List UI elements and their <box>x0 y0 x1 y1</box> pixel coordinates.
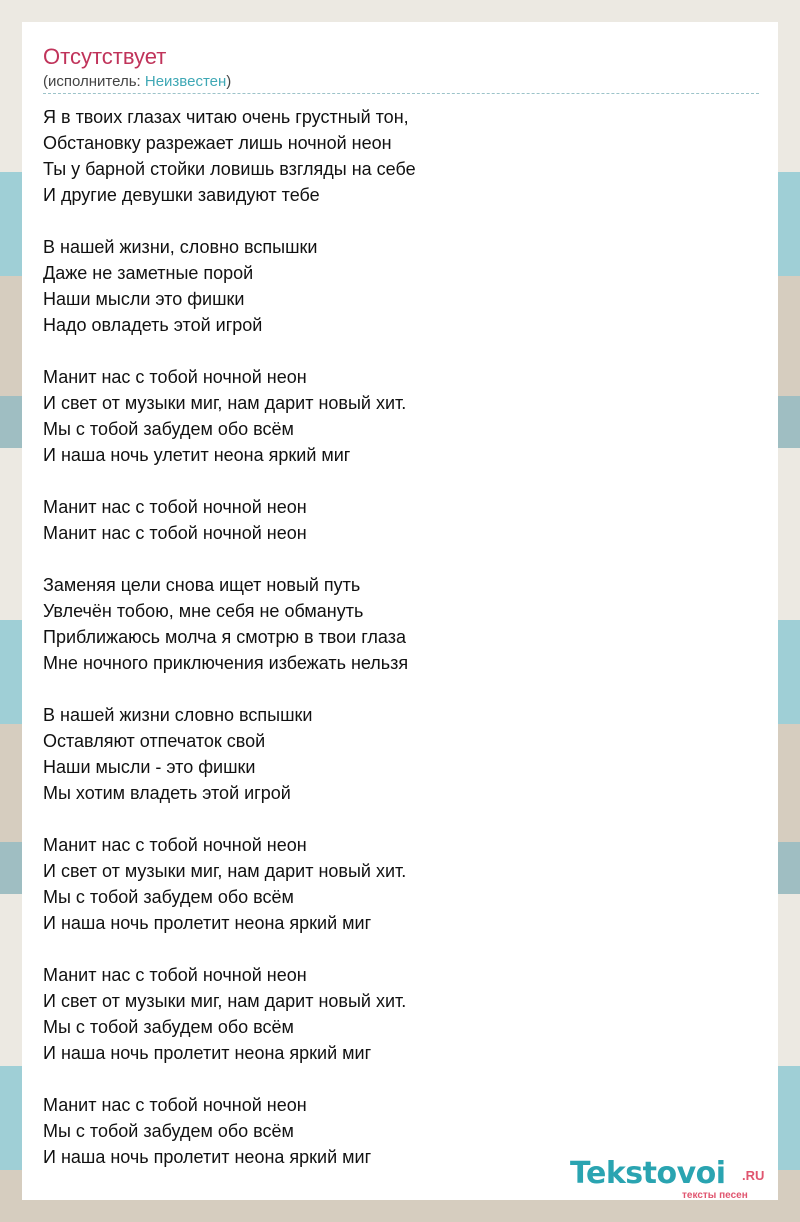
title-divider <box>43 93 759 94</box>
lyrics-line: Мы хотим владеть этой игрой <box>43 783 291 803</box>
lyrics-line: Надо овладеть этой игрой <box>43 315 263 335</box>
lyrics-line: И свет от музыки миг, нам дарит новый хит. <box>43 861 407 881</box>
lyrics-line: Манит нас с тобой ночной неон <box>43 497 307 517</box>
lyrics-line: Наши мысли - это фишки <box>43 757 256 777</box>
lyrics-stanza <box>43 104 759 208</box>
lyrics-line: Манит нас с тобой ночной неон <box>43 367 307 387</box>
lyrics-line: Обстановку разрежает лишь ночной неон <box>43 133 392 153</box>
lyrics-line: И наша ночь пролетит неона яркий миг <box>43 913 372 933</box>
logo-tagline: тексты песен <box>682 1190 748 1201</box>
lyrics-line: Я в твоих глазах читаю очень грустный тон, <box>43 107 409 127</box>
lyrics-line: И свет от музыки миг, нам дарит новый хит. <box>43 393 407 413</box>
lyrics-stanza <box>43 234 759 338</box>
lyrics-body <box>43 104 759 1196</box>
lyrics-line: Мы с тобой забудем обо всём <box>43 1017 294 1037</box>
lyrics-line: Заменяя цели снова ищет новый путь <box>43 575 361 595</box>
lyrics-line: В нашей жизни, словно вспышки <box>43 237 318 257</box>
song-title: Отсутствует <box>43 44 167 69</box>
artist-line <box>43 73 231 90</box>
lyrics-stanza <box>43 572 759 676</box>
lyrics-line: Увлечён тобою, мне себя не обмануть <box>43 601 364 621</box>
lyrics-line: Мне ночного приключения избежать нельзя <box>43 653 409 673</box>
lyrics-stanza <box>43 364 759 468</box>
artist-link[interactable]: Неизвестен <box>144 73 227 90</box>
lyrics-line: Манит нас с тобой ночной неон <box>43 1095 307 1115</box>
lyrics-line: Мы с тобой забудем обо всём <box>43 887 294 907</box>
lyrics-line: И наша ночь пролетит неона яркий миг <box>43 1043 372 1063</box>
lyrics-line: Ты у барной стойки ловишь взгляды на себе <box>43 159 416 179</box>
lyrics-line: Мы с тобой забудем обо всём <box>43 1121 294 1141</box>
lyrics-line: Манит нас с тобой ночной неон <box>43 835 307 855</box>
lyrics-stanza <box>43 702 759 806</box>
lyrics-line: Оставляют отпечаток свой <box>43 731 266 751</box>
lyrics-line: Наши мысли это фишки <box>43 289 245 309</box>
lyrics-line: И другие девушки завидуют тебе <box>43 185 320 205</box>
lyrics-stanza <box>43 962 759 1066</box>
tekstovoi-logo[interactable] <box>570 1156 780 1202</box>
lyrics-line: И наша ночь улетит неона яркий миг <box>43 445 351 465</box>
lyrics-line: Даже не заметные порой <box>43 263 254 283</box>
lyrics-stanza <box>43 494 759 546</box>
lyrics-line: Мы с тобой забудем обо всём <box>43 419 294 439</box>
lyrics-line: И наша ночь пролетит неона яркий миг <box>43 1147 372 1167</box>
artist-prefix: (исполнитель: <box>43 73 145 90</box>
lyrics-card <box>22 22 778 1200</box>
artist-suffix: ) <box>226 73 232 90</box>
lyrics-line: Манит нас с тобой ночной неон <box>43 523 307 543</box>
lyrics-line: Манит нас с тобой ночной неон <box>43 965 307 985</box>
lyrics-stanza <box>43 832 759 936</box>
logo-wordmark: Tekstovoi <box>570 1156 726 1191</box>
logo-tld: .RU <box>742 1168 765 1183</box>
lyrics-line: И свет от музыки миг, нам дарит новый хит. <box>43 991 407 1011</box>
lyrics-line: Приближаюсь молча я смотрю в твои глаза <box>43 627 406 647</box>
lyrics-line: В нашей жизни словно вспышки <box>43 705 313 725</box>
